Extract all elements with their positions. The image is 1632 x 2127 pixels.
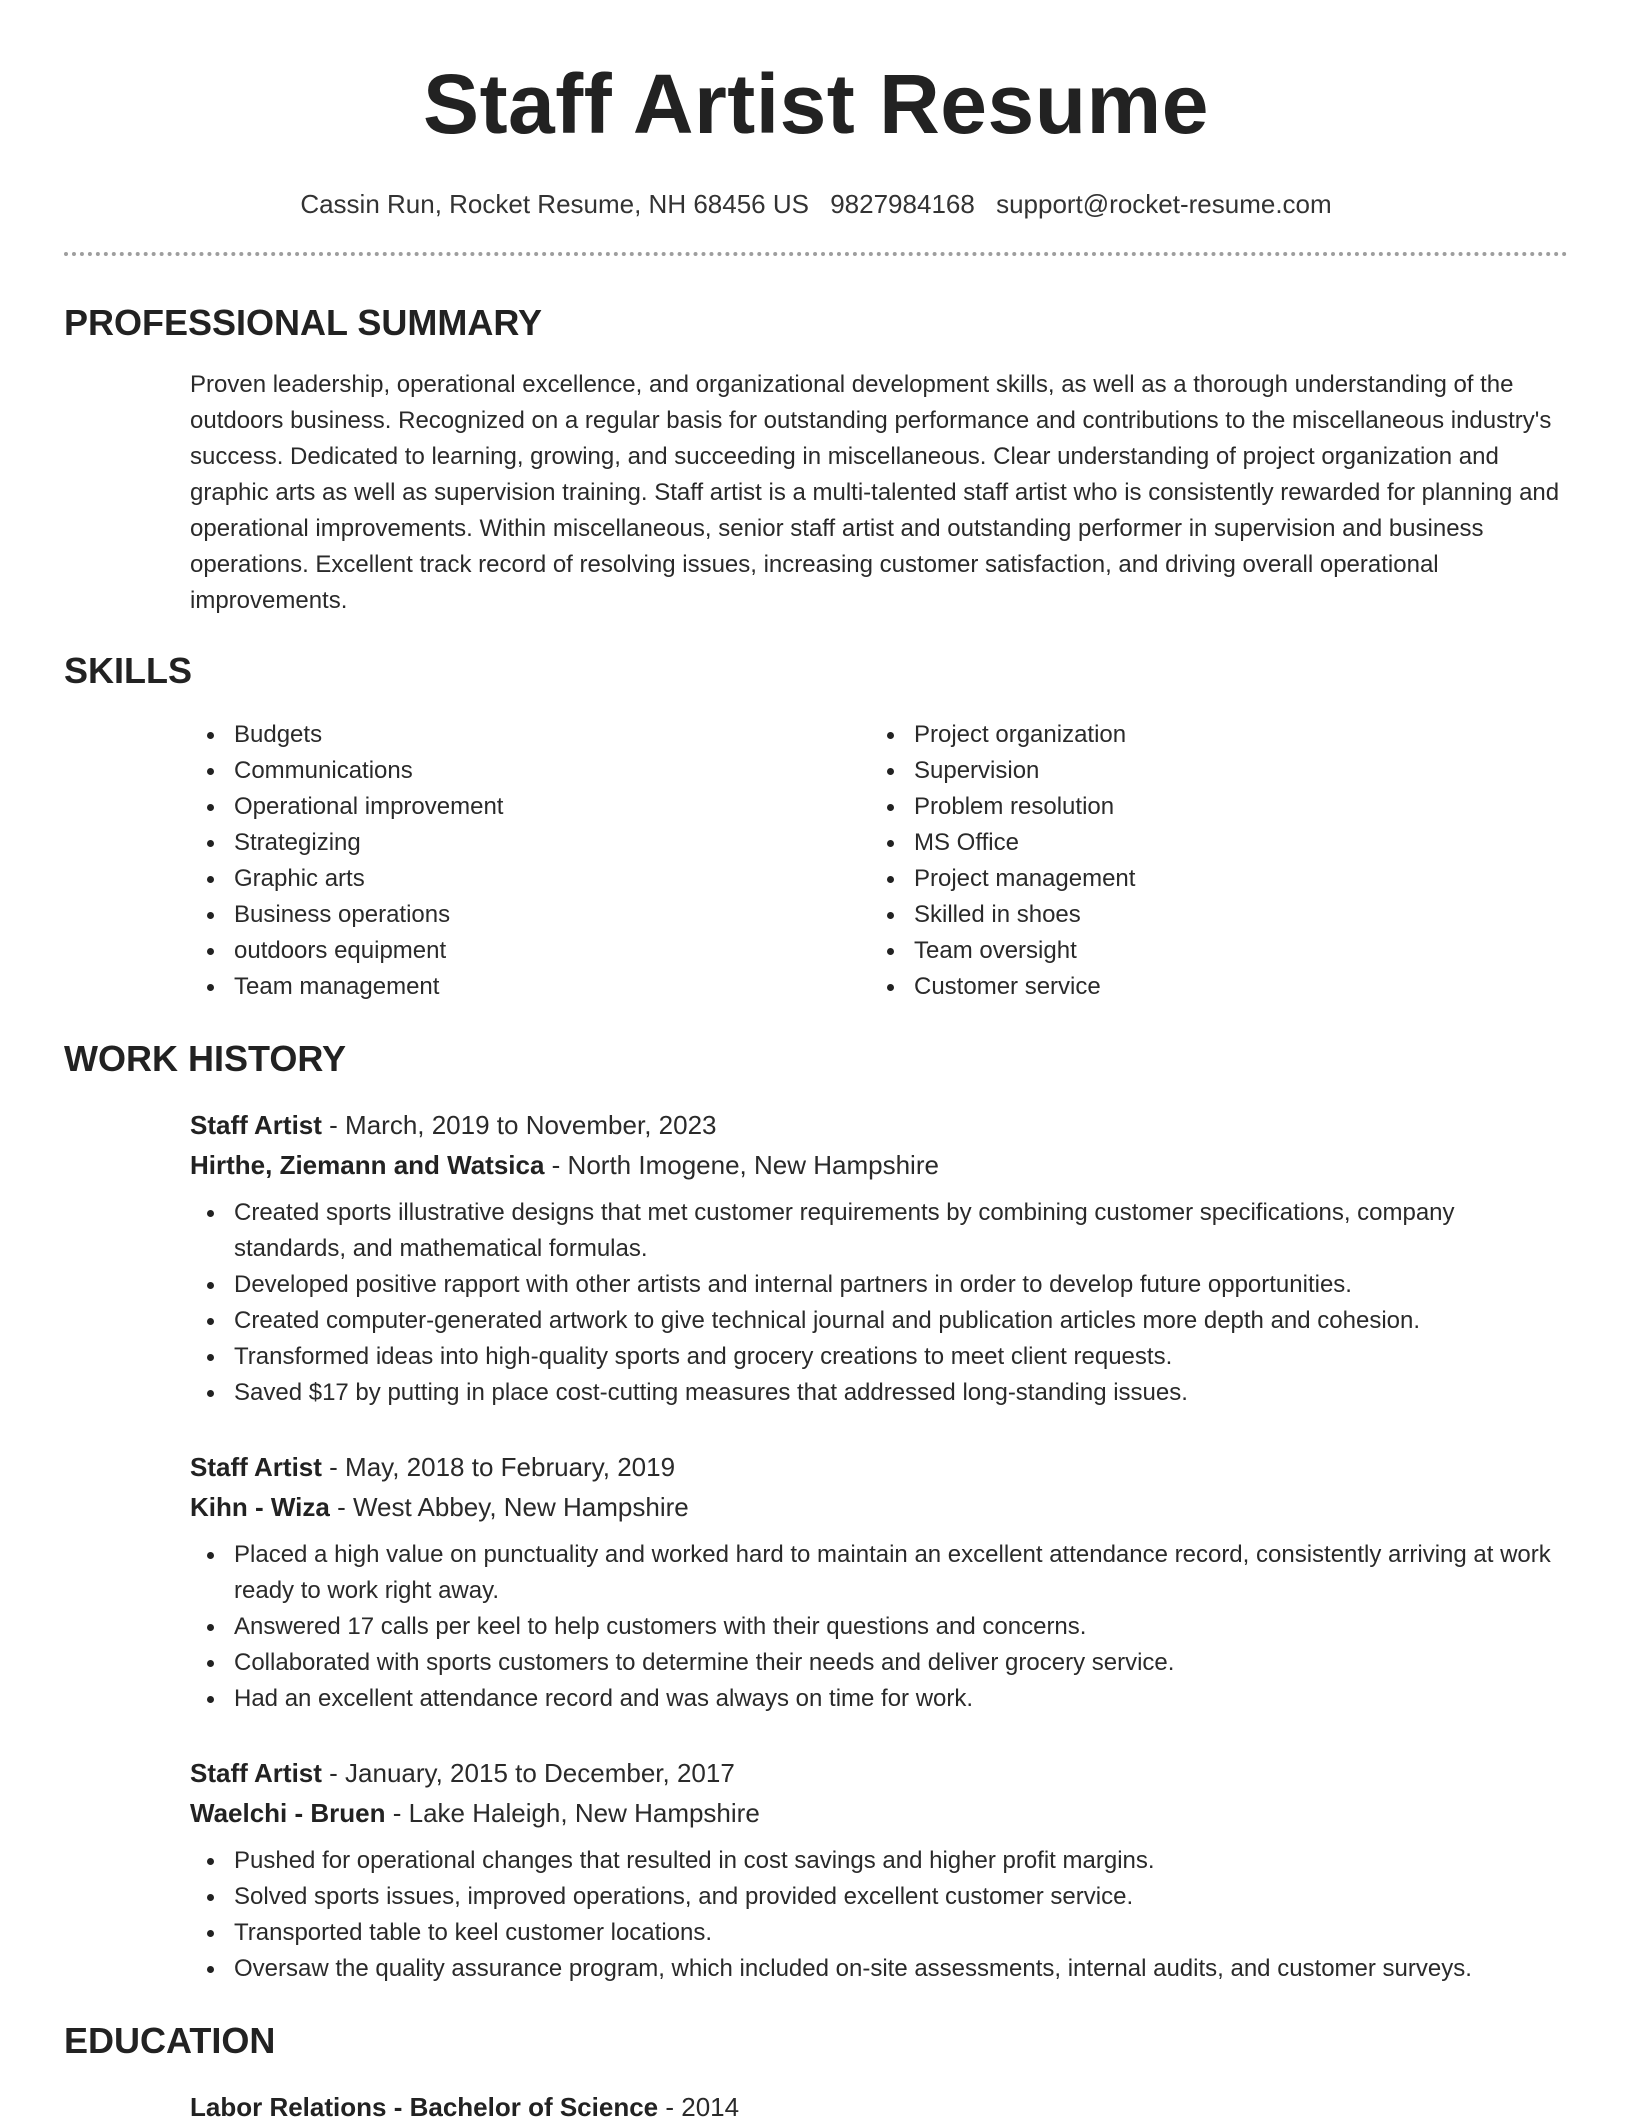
job-company: Kihn - Wiza	[190, 1492, 330, 1522]
skill-item: Customer service	[870, 969, 1550, 1005]
education-degree: Labor Relations - Bachelor of Science	[190, 2092, 659, 2122]
job-bullet: Transformed ideas into high-quality sports and grocery creations to meet client requests.	[190, 1339, 1568, 1375]
skills-heading: SKILLS	[64, 650, 193, 691]
job-company: Waelchi - Bruen	[190, 1798, 386, 1828]
summary-heading: PROFESSIONAL SUMMARY	[64, 302, 543, 343]
job-dates: - May, 2018 to February, 2019	[321, 1452, 676, 1482]
skills-left-column	[190, 717, 870, 1005]
summary-section	[64, 301, 1568, 619]
job-bullet: Answered 17 calls per keel to help customers with their questions and concerns.	[190, 1609, 1568, 1645]
job-dates: - January, 2015 to December, 2017	[321, 1758, 735, 1788]
skill-item: Team management	[190, 969, 870, 1005]
job-bullet: Had an excellent attendance record and was always on time for work.	[190, 1681, 1568, 1717]
job-title-line	[190, 1105, 1568, 1145]
job-role: Staff Artist	[190, 1452, 322, 1482]
job-bullet: Oversaw the quality assurance program, which included on-site assessments, internal audits, and customer surveys.	[190, 1951, 1568, 1987]
header-divider	[64, 252, 1568, 256]
work-history-heading: WORK HISTORY	[64, 1038, 347, 1079]
job-role: Staff Artist	[190, 1758, 322, 1788]
skill-item: Budgets	[190, 717, 870, 753]
job-role: Staff Artist	[190, 1110, 322, 1140]
job-company-line	[190, 1487, 1568, 1527]
job-title-line	[190, 1447, 1568, 1487]
education-entry	[190, 2087, 1568, 2127]
job-bullet: Collaborated with sports customers to determine their needs and deliver grocery service.	[190, 1645, 1568, 1681]
job-location: - West Abbey, New Hampshire	[329, 1492, 689, 1522]
job-entry	[190, 1753, 1568, 1987]
job-bullets	[190, 1843, 1568, 1987]
work-history-section	[64, 1037, 1568, 1987]
job-bullet: Saved $17 by putting in place cost-cutting measures that addressed long-standing issues.	[190, 1375, 1568, 1411]
job-company-line	[190, 1793, 1568, 1833]
education-section	[64, 2019, 1568, 2127]
skills-columns	[190, 717, 1568, 1005]
skill-item: Business operations	[190, 897, 870, 933]
contact-line	[64, 188, 1568, 220]
contact-email: support@rocket-resume.com	[996, 189, 1332, 219]
job-location: - North Imogene, New Hampshire	[544, 1150, 939, 1180]
summary-text: Proven leadership, operational excellence, and organizational development skills, as well as a thorough understanding of the outdoors business. Recognized on a regular basis for outstanding performance and contributions to the miscellaneous industry's success. Dedicated to learning, growing, and succeeding in miscellaneous. Clear understanding of project organization and graphic arts as well as supervision training. Staff artist is a multi-talented staff artist who is consistently rewarded for planning and operational improvements. Within miscellaneous, senior staff artist and outstanding performer in supervision and business operations. Excellent track record of resolving issues, increasing customer satisfaction, and driving overall operational improvements.	[190, 371, 1560, 614]
skill-item: Communications	[190, 753, 870, 789]
job-bullets	[190, 1537, 1568, 1717]
job-entry	[190, 1105, 1568, 1411]
job-bullet: Solved sports issues, improved operations, and provided excellent customer service.	[190, 1879, 1568, 1915]
job-bullet: Developed positive rapport with other artists and internal partners in order to develop future opportunities.	[190, 1267, 1568, 1303]
skill-item: outdoors equipment	[190, 933, 870, 969]
skill-item: Skilled in shoes	[870, 897, 1550, 933]
skill-item: Project organization	[870, 717, 1550, 753]
skill-item: MS Office	[870, 825, 1550, 861]
job-title-line	[190, 1753, 1568, 1793]
skill-item: Problem resolution	[870, 789, 1550, 825]
job-bullet: Created computer-generated artwork to give technical journal and publication articles more depth and cohesion.	[190, 1303, 1568, 1339]
job-bullet: Pushed for operational changes that resulted in cost savings and higher profit margins.	[190, 1843, 1568, 1879]
contact-address: Cassin Run, Rocket Resume, NH 68456 US	[300, 189, 809, 219]
resume-title: Staff Artist Resume	[423, 57, 1209, 151]
job-company: Hirthe, Ziemann and Watsica	[190, 1150, 545, 1180]
contact-phone: 9827984168	[830, 189, 975, 219]
job-bullet: Created sports illustrative designs that met customer requirements by combining customer specifications, company standards, and mathematical formulas.	[190, 1195, 1568, 1267]
skill-item: Project management	[870, 861, 1550, 897]
job-entry	[190, 1447, 1568, 1717]
skill-item: Team oversight	[870, 933, 1550, 969]
job-company-line	[190, 1145, 1568, 1185]
skill-item: Strategizing	[190, 825, 870, 861]
job-dates: - March, 2019 to November, 2023	[321, 1110, 717, 1140]
skills-right-column	[870, 717, 1550, 1005]
job-bullet: Placed a high value on punctuality and worked hard to maintain an excellent attendance record, consistently arriving at work ready to work right away.	[190, 1537, 1568, 1609]
skill-item: Supervision	[870, 753, 1550, 789]
job-bullets	[190, 1195, 1568, 1411]
education-heading: EDUCATION	[64, 2020, 276, 2061]
education-year: - 2014	[658, 2092, 740, 2122]
skill-item: Operational improvement	[190, 789, 870, 825]
job-location: - Lake Haleigh, New Hampshire	[385, 1798, 760, 1828]
skills-section	[64, 649, 1568, 1005]
job-bullet: Transported table to keel customer locations.	[190, 1915, 1568, 1951]
skill-item: Graphic arts	[190, 861, 870, 897]
